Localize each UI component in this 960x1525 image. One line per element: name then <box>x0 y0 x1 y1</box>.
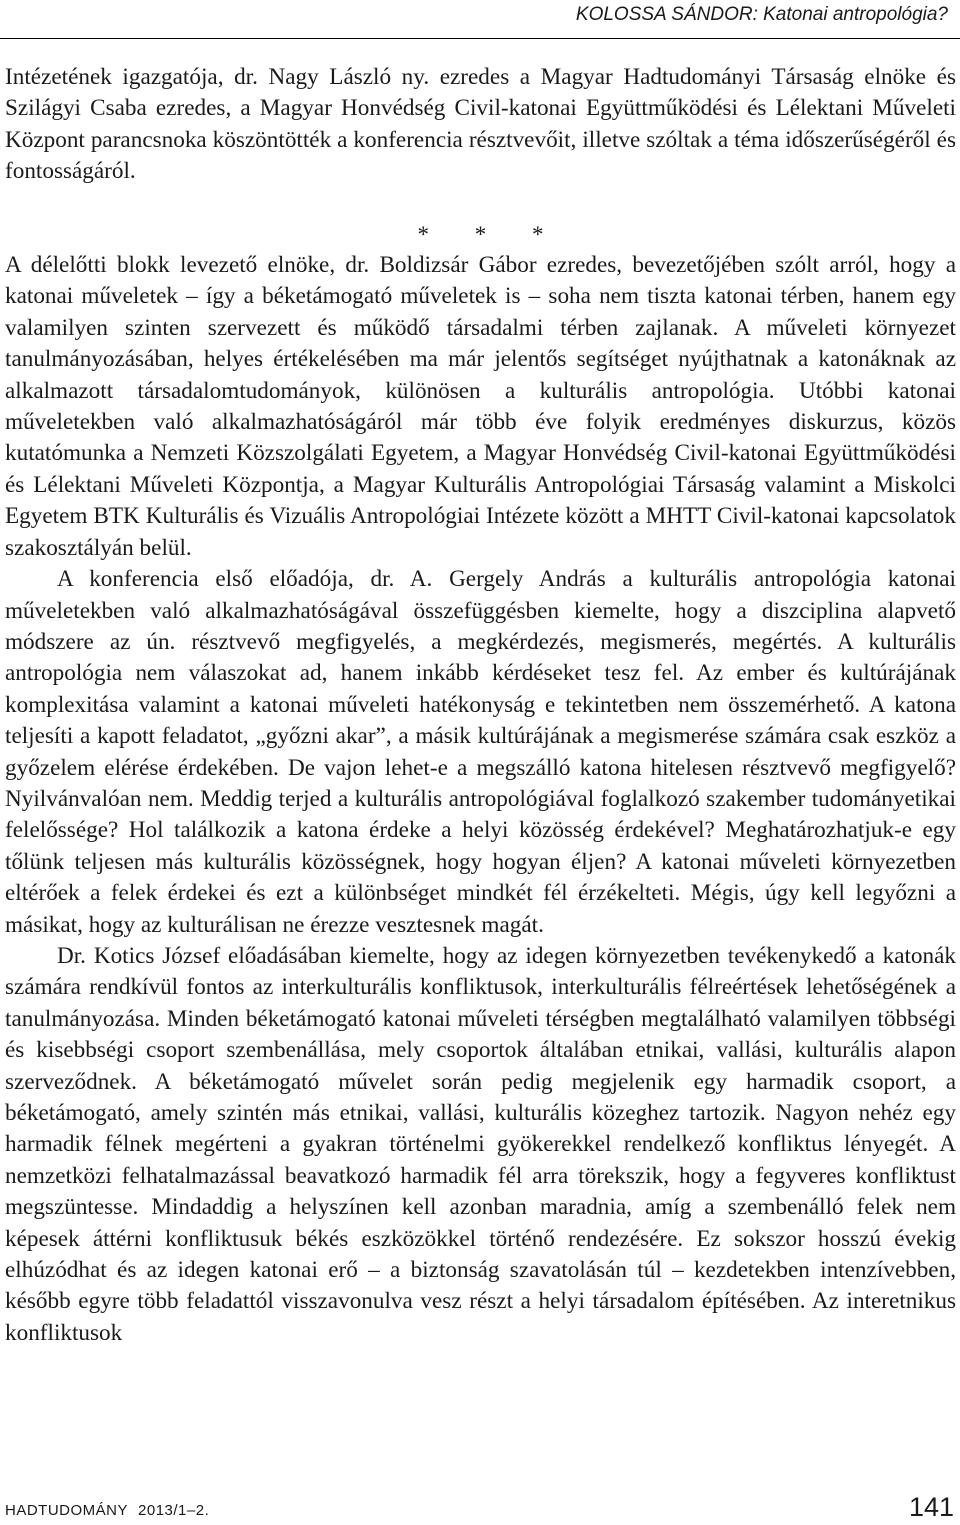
paragraph-3: A konferencia első előadója, dr. A. Gergely András a kulturális antropológia katonai műveletekben való alkalmazhatóságával összefüggésben kiemelte, hogy a diszciplina alapvető módszere az ún. résztvevő megfigyelés, a megkérdezés, megismerés, megértés. A kulturális antropológia nem válaszokat ad, hanem inkább kérdéseket tesz fel. Az ember és kultúrájának komplexitása valamint a katonai műveleti hatékonyság e tekintetben nem összemérhető. A katona teljesíti a kapott feladatot, „győzni akar”, a másik kultúrájának a megismerése számára csak eszköz a győzelem elérése érdekében. De vajon lehet-e a megszálló katona hitelesen résztvevő megfigyelő? Nyilvánvalóan nem. Meddig terjed a kulturális antropológiával foglalkozó szakember tudományetikai felelőssége? Hol találkozik a katona érdeke a helyi közösség érdekével? Meghatározhatjuk-e egy tőlünk teljesen más kulturális közösségnek, hogy hogyan éljen? A katonai műveleti környezetben eltérőek a felek érdekei és ezt a különbséget mindkét fél érzékelteti. Mégis, úgy kell legyőzni a másikat, hogy az kulturálisan ne érezze vesztesnek magát. <box>5 566 956 938</box>
paragraph-2: A délelőtti blokk levezető elnöke, dr. Boldizsár Gábor ezredes, bevezetőjében szólt arról, hogy a katonai műveletek – így a béketámogató műveletek is – soha nem tiszta katonai térben, hanem egy valamilyen szinten szervezett és működő társadalmi térben zajlanak. A műveleti környezet tanulmányozásában, helyes értékelésében ma már jelentős segítséget nyújthatnak a katonáknak az alkalmazott társadalomtudományok, különösen a kulturális antropológia. Utóbbi katonai műveletekben való alkalmazhatóságáról már több éve folyik eredményes diskurzus, közös kutatómunka a Nemzeti Közszolgálati Egyetem, a Magyar Honvédség Civil-katonai Együttműködési és Lélektani Műveleti Központja, a Magyar Kulturális Antropológiai Társaság valamint a Miskolci Egyetem BTK Kulturális és Vizuális Antropológiai Intézete között a MHTT Civil-katonai kapcsolatok szakosztályán belül. <box>5 252 956 561</box>
header-rule <box>0 38 960 39</box>
section-separator: * * * <box>417 221 564 247</box>
article-body <box>5 62 956 1349</box>
paragraph-1: Intézetének igazgatója, dr. Nagy László ny. ezredes a Magyar Hadtudományi Társaság elnöke és Szilágyi Csaba ezredes, a Magyar Honvédség Civil-katonai Együttműködési és Lélektani Műveleti Központ parancsnoka köszöntötték a konferencia résztvevőit, illetve szóltak a téma időszerűségéről és fontosságáról. <box>5 64 956 185</box>
page-number: 141 <box>908 1492 954 1522</box>
running-head: KOLOSSA SÁNDOR: Katonai antropológia? <box>575 4 948 25</box>
paragraph-4: Dr. Kotics József előadásában kiemelte, hogy az idegen környezetben tevékenykedő a katonák számára rendkívül fontos az interkulturális konfliktusok, interkulturális félreértések lehetőségének a tanulmányozása. Minden béketámogató katonai műveleti térségben megtalálható valamilyen többségi és kisebbségi csoport szembenállása, mely csoportok általában etnikai, vallási, kulturális alapon szerveződnek. A béketámogató művelet során pedig megjelenik egy harmadik csoport, a béketámogató, amely szintén más etnikai, vallási, kulturális közeghez tartozik. Nagyon nehéz egy harmadik félnek megérteni a gyakran történelmi gyökerekkel rendelkező konfliktus lényegét. A nemzetközi felhatalmazással beavatkozó harmadik fél arra törekszik, hogy a fegyveres konfliktust megszüntesse. Mindaddig a helyszínen kell azonban maradnia, amíg a szembenálló felek nem képesek áttérni konfliktusuk békés eszközökkel történő rendezésére. Ez sokszor hosszú évekig elhúzódhat és az idegen katonai erő – a biztonság szavatolásán túl – kezdetekben intenzívebben, később egyre több feladattól visszavonulva vesz részt a helyi társadalom építésében. Az interetnikus konfliktusok <box>5 942 956 1346</box>
journal-name: HADTUDOMÁNY <box>5 1502 129 1519</box>
issue-number: 2013/1–2. <box>138 1502 210 1519</box>
footer-citation <box>5 1502 209 1519</box>
